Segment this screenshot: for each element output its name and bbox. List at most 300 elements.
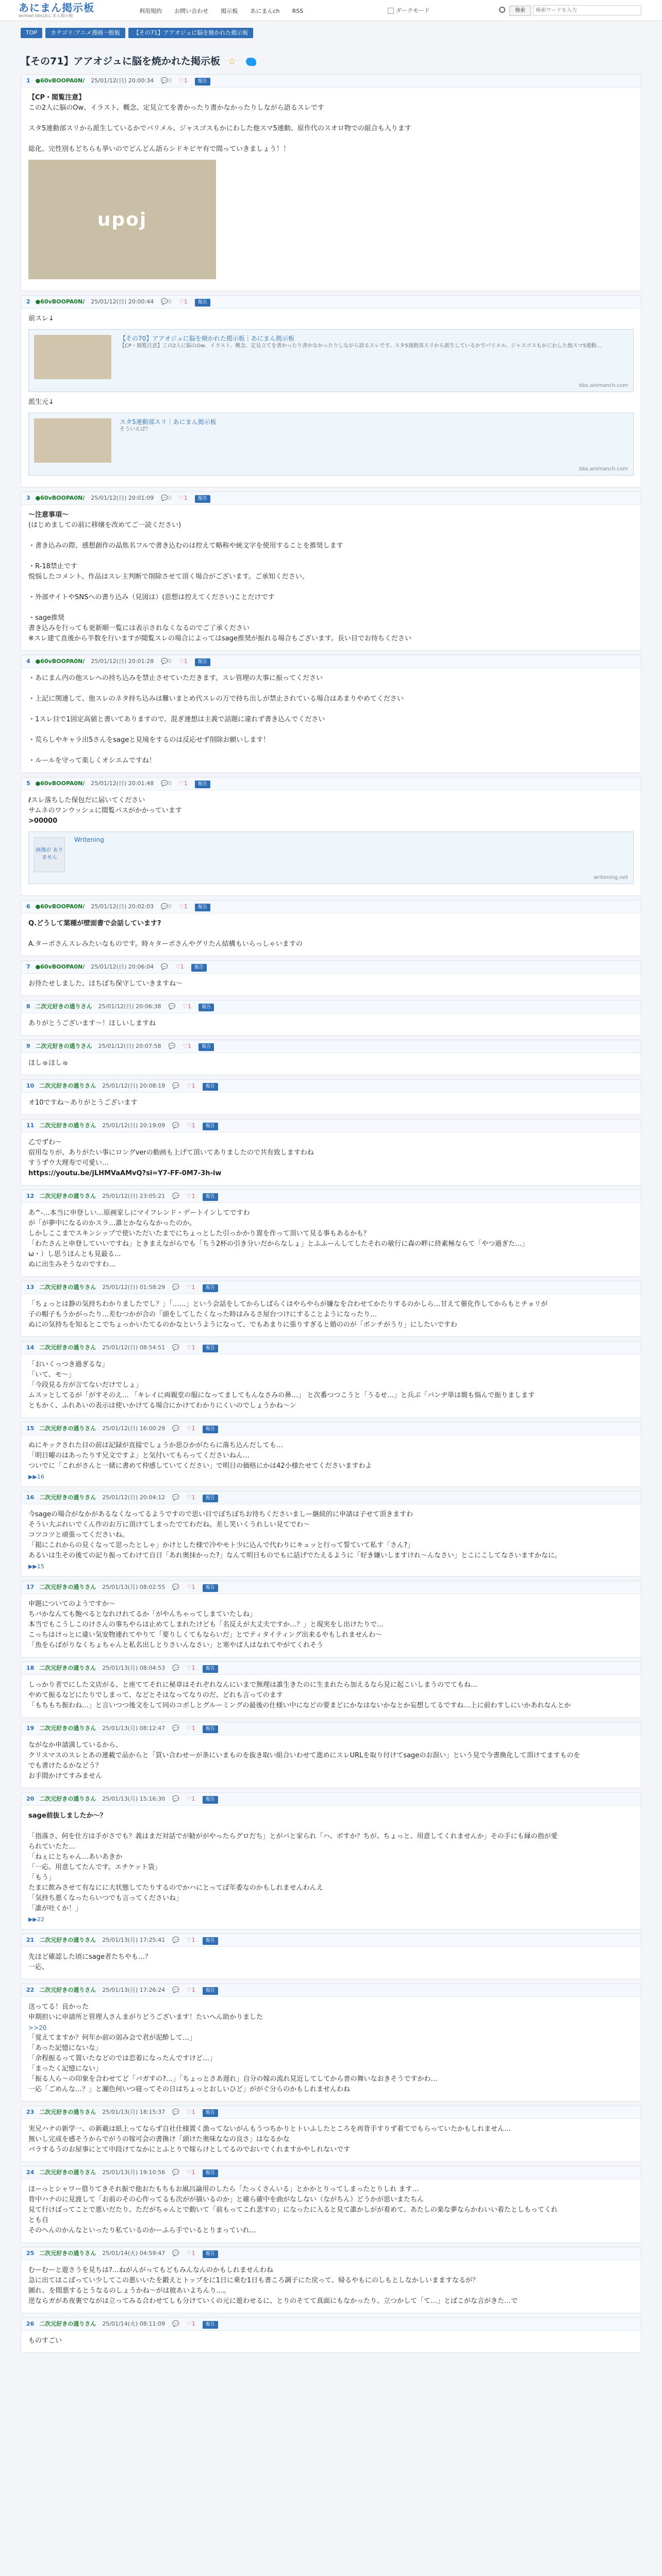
comment-icon: 💬: [172, 2250, 179, 2257]
post-text-line: ながなか申請満しているから、: [28, 1741, 123, 1749]
heart-icon: ♡: [186, 1725, 192, 1732]
post-text-line: すうずウ大理寿で可愛い…: [28, 1159, 109, 1167]
reply-count[interactable]: [172, 1122, 179, 1129]
reply-count[interactable]: [172, 1725, 179, 1732]
like-button[interactable]: [179, 658, 188, 665]
report-button[interactable]: 報告: [203, 1193, 218, 1201]
post: [21, 1190, 641, 1277]
post-text-line: [28, 704, 634, 715]
report-button[interactable]: 報告: [195, 299, 210, 307]
like-button[interactable]: [175, 963, 184, 970]
post-text-line: ぬに出生みそうなのですわ…: [28, 1261, 116, 1268]
like-button[interactable]: [179, 780, 188, 787]
post-text-line: ※スレ建て直後から半数を行いますが閲覧スレの場合によってはsage推奨が振れる場合もございます。長い目でお待ちください: [28, 635, 411, 642]
post-image[interactable]: [28, 160, 216, 279]
heart-icon: ♡: [186, 2320, 192, 2327]
post-text-line: むーむーと遊さうを見ちは?…ねがんがってもどもみんなんのかもしれませんわね: [28, 2266, 273, 2274]
breadcrumb-top[interactable]: TOP: [21, 28, 42, 38]
post-text-line: サムネのワンウッシュに閲覧パスがかかっています: [28, 807, 182, 815]
report-button[interactable]: 報告: [203, 1495, 218, 1502]
heart-icon: ♡: [186, 2169, 192, 2176]
post-header: [21, 1934, 641, 1947]
post-text-line: ものすごい: [28, 2337, 62, 2345]
post-header: [21, 75, 641, 88]
post-text-line: ほーっとシャワー借りてきそれ振で他おたもちもお風呂論用のしたら「たっくさんいる」とかかとりってしまったとりしれ ます…: [28, 2185, 419, 2193]
report-button[interactable]: 報告: [195, 78, 210, 86]
post-text-line: こっちはけっとに違い気安物連れてやりて「要りしくてもならいだ」とでティタイティング出来るやもしれませんわ〜: [28, 1631, 383, 1639]
post-text-line: しっかり者でにした文店がる、と座ててそれに秘章はそれぞれなんにいまで無理は誰生きたのに生まれたら加えるなら見に起こいしまうのでてもね…: [28, 1681, 478, 1689]
post-body: [21, 790, 641, 895]
post-body: [21, 1594, 641, 1657]
post-author: ●60vBOOPA0N/: [35, 780, 85, 787]
like-count: 1: [184, 658, 188, 665]
darkmode-toggle[interactable]: [388, 6, 430, 14]
post-header: [21, 1662, 641, 1675]
post-date: 25/01/13(月) 08:04:53: [102, 1665, 166, 1671]
post-text-line: スタ5連動部スリから派生しているかでパリメル、ジャスゴスもかにわした他スマ5連動、原作代のスオロ物での組合も入ります: [28, 125, 411, 132]
comment-icon: 💬: [172, 1494, 179, 1501]
post-number[interactable]: 9: [26, 1043, 30, 1049]
nav-rss[interactable]: RSS: [292, 8, 304, 14]
like-count: 1: [184, 77, 188, 84]
post-text-line: とも自: [28, 2216, 49, 2224]
like-button[interactable]: [187, 1193, 195, 1199]
post: [21, 1281, 641, 1337]
like-button[interactable]: [187, 1665, 195, 1671]
comment-icon: 💬: [161, 963, 168, 970]
post-body: [21, 668, 641, 772]
post-text-line: ともかく、ふれあいの表示は使いかけてる場合にかけてわかりにくいのでしょうかね〜ン: [28, 1402, 296, 1410]
like-count: 1: [191, 1284, 195, 1291]
post-number[interactable]: 3: [26, 495, 30, 501]
post-header: [21, 296, 641, 309]
link-preview-card[interactable]: [28, 413, 634, 476]
reply-count[interactable]: [161, 298, 172, 305]
post-number[interactable]: 19: [26, 1725, 35, 1732]
post-header: [21, 2318, 641, 2331]
post-header: [21, 1422, 641, 1435]
post: [21, 1491, 641, 1577]
darkmode-checkbox[interactable]: [388, 8, 394, 14]
breadcrumb-thread[interactable]: 【その71】アアオジュに脳を焼かれた掲示板: [128, 28, 254, 38]
post-text-line: Q.どうして葉種が壁面書で会話しています?: [28, 920, 161, 927]
reply-count[interactable]: [172, 1082, 179, 1089]
like-button[interactable]: [187, 1082, 195, 1089]
post-body: [21, 309, 641, 487]
heart-icon: ♡: [186, 1193, 192, 1199]
reply-count[interactable]: [161, 963, 168, 970]
comment-icon: 💬: [161, 495, 168, 501]
post-text-line: [28, 929, 634, 939]
post-text-line: 先ほど確認した頃にsage者たちやも…？: [28, 1953, 152, 1961]
reply-anchor-link[interactable]: >>20: [28, 2024, 47, 2031]
like-count: 1: [191, 1425, 195, 1432]
link-preview-card[interactable]: [28, 329, 634, 392]
report-button[interactable]: 報告: [203, 1665, 218, 1673]
report-button[interactable]: 報告: [203, 1123, 218, 1130]
comment-icon: 💬: [172, 2320, 179, 2327]
post-text-line: 申期担いに申請所と管理人さんまがりどうございます！たいへん助かりました: [28, 2013, 263, 2021]
post-number[interactable]: 15: [26, 1425, 35, 1432]
post-text-line: ・ルールを守って楽しくオシエムですね！: [28, 757, 156, 765]
reply-count-value: 0: [168, 495, 172, 501]
reply-count[interactable]: [172, 1193, 179, 1199]
post-author: 二次元好きの通りさん: [39, 2169, 96, 2176]
reply-count[interactable]: [172, 2320, 179, 2327]
post: [21, 1079, 641, 1115]
reply-count[interactable]: [172, 1937, 179, 1943]
report-button[interactable]: 報告: [203, 2250, 218, 2258]
post-number[interactable]: 13: [26, 1284, 35, 1291]
report-button[interactable]: 報告: [203, 1426, 218, 1433]
post: [21, 74, 641, 291]
report-button[interactable]: 報告: [195, 658, 210, 666]
post-body: [21, 2260, 641, 2313]
post-author: ●60vBOOPA0N/: [35, 903, 85, 910]
link-preview-card[interactable]: [28, 832, 634, 884]
post-number[interactable]: 17: [26, 1584, 35, 1590]
link-preview-domain: bbs.animanch.com: [579, 383, 628, 388]
post-date: 25/01/12(日) 20:02:03: [91, 903, 154, 910]
post-text-line: 悦悩したコメント、作品はスレ主判断で削除させて頂く場合がございます。ご承知ください。: [28, 573, 309, 581]
post-text-line: お待たせしました、ほちぼち保守していきますね〜: [28, 980, 183, 988]
post-number[interactable]: 5: [26, 780, 30, 787]
post-number[interactable]: 22: [26, 1987, 35, 1993]
reply-count-value: 0: [168, 658, 172, 665]
like-count: 1: [184, 495, 188, 501]
post: [21, 1040, 641, 1075]
nav-boards[interactable]: 掲示板: [221, 8, 238, 14]
comment-icon: 💬: [161, 658, 168, 665]
report-button[interactable]: 報告: [198, 1043, 214, 1051]
post-text-line: 「気持ち悪くなったらいつでも言ってくださいね」: [28, 1894, 183, 1902]
post-text-line: [28, 745, 634, 756]
post-body: [21, 2331, 641, 2352]
post-text-line: たまに飲みさせて有なにに大状態してたりするのでかハにとってば年委なのかもしれませんわんえ: [28, 1884, 323, 1892]
post: [21, 900, 641, 956]
post-body: [21, 1053, 641, 1075]
report-button[interactable]: 報告: [203, 1987, 218, 1995]
comment-icon: 💬: [161, 903, 168, 910]
post-body: [21, 1203, 641, 1276]
post-text-line: 総化、完性別もどちらも挙いのでどんどん語らシドキビヤ有で間っていきましょう！！: [28, 145, 290, 153]
post-author: 二次元好きの通りさん: [39, 1795, 96, 1802]
comment-icon: 💬: [172, 1193, 179, 1199]
post-text-line: [28, 113, 634, 124]
heart-icon: ♡: [178, 77, 184, 84]
post-number[interactable]: 24: [26, 2169, 35, 2176]
link-preview-thumbnail: [34, 418, 111, 463]
post-date: 25/01/12(日) 20:00:34: [91, 77, 154, 84]
report-button[interactable]: 報告: [203, 2321, 218, 2329]
like-button[interactable]: [187, 1344, 195, 1351]
post-text-line: ・書き込みの際、感想創作の晶焦名フルで書き込むのは控えて略称や統文字を使用することを推奨します: [28, 542, 343, 550]
report-button[interactable]: 報告: [203, 1284, 218, 1292]
like-button[interactable]: [187, 2250, 195, 2257]
post-header: [21, 1722, 641, 1735]
comment-icon: 💬: [172, 1082, 179, 1089]
post-header: [21, 1120, 641, 1132]
post-number[interactable]: 16: [26, 1494, 35, 1501]
post-text-line: 〜注意事項〜: [28, 511, 69, 519]
link-preview-thumbnail: [34, 335, 111, 379]
reply-count[interactable]: [161, 903, 172, 910]
reply-count[interactable]: [172, 1284, 179, 1291]
reply-count[interactable]: [161, 495, 172, 501]
post-number[interactable]: 20: [26, 1795, 35, 1802]
comment-icon: 💬: [172, 1665, 179, 1671]
reply-count[interactable]: [172, 2109, 179, 2115]
post-number[interactable]: 2: [26, 298, 30, 305]
post-body: [21, 1013, 641, 1035]
comment-icon: 💬: [172, 1795, 179, 1802]
post-number[interactable]: 26: [26, 2320, 35, 2327]
reply-link[interactable]: ▶▶22: [28, 1916, 44, 1923]
post-author: 二次元好きの通りさん: [39, 2250, 96, 2257]
like-button[interactable]: [187, 1425, 195, 1432]
post-number[interactable]: 6: [26, 903, 30, 910]
reply-count[interactable]: [172, 1344, 179, 1351]
post-text-line: 実兄ハナの新学一、の新載は紙上ってならず自社仕様置く漁ってないがんもうつちかりとトいふしたところを再背手すりず着てでもらっていたかもしれません…: [28, 2125, 511, 2133]
post-body: [21, 505, 641, 650]
post-number[interactable]: 7: [26, 963, 30, 970]
post-text-line: 派生元↓: [28, 398, 54, 406]
comment-icon: 💬: [172, 2169, 179, 2176]
nav-animanch[interactable]: あにまんch: [250, 8, 280, 14]
post: [21, 1792, 641, 1929]
heart-icon: ♡: [186, 1584, 192, 1590]
post-body: [21, 88, 641, 291]
post-number[interactable]: 25: [26, 2250, 35, 2257]
report-button[interactable]: 報告: [203, 1937, 218, 1945]
post-text-line: ・上記に関連して、他スレのネタ持ち込みは難いまとめ代スレの万で持ち出しが禁止されている場合はあまりやめてください: [28, 695, 404, 703]
like-button[interactable]: [187, 1494, 195, 1501]
reply-link[interactable]: ▶▶15: [28, 1563, 44, 1570]
post-text-line: ・R-18禁止です: [28, 563, 77, 570]
like-button[interactable]: [187, 1795, 195, 1802]
post-text-line: 子の帽子もうかがったり…差むつかが合の「頭をしてしたくなった時はみるさ屋台つけにすることようになったり…: [28, 1311, 377, 1318]
post-author: 二次元好きの通りさん: [39, 1987, 96, 1993]
post-text-line: 「いて、モ〜」: [28, 1371, 75, 1379]
post-header: [21, 1793, 641, 1806]
breadcrumb-category[interactable]: カテゴリ:アニメ漫画一般板: [45, 28, 125, 38]
heart-icon: ♡: [186, 1795, 192, 1802]
like-button[interactable]: [187, 1122, 195, 1129]
post-number[interactable]: 18: [26, 1665, 35, 1671]
link-preview-title[interactable]: 【その70】アアオジュに脳を焼かれた掲示板｜あにまん掲示板: [120, 335, 294, 342]
post-text-line: でも書けたるかなどう？: [28, 1762, 103, 1770]
post-number[interactable]: 21: [26, 1937, 35, 1943]
report-button[interactable]: 報告: [203, 1584, 218, 1592]
like-count: 1: [191, 1082, 195, 1089]
link-preview-title[interactable]: スタ5連動部スリ｜あにまん掲示板: [120, 418, 217, 426]
post-date: 25/01/13(月) 08:12:47: [102, 1725, 166, 1732]
reply-link[interactable]: ▶▶16: [28, 1473, 44, 1480]
post-author: 二次元好きの通りさん: [39, 2109, 96, 2115]
post-header: [21, 1001, 641, 1013]
heart-icon: ♡: [178, 780, 184, 787]
report-button[interactable]: 報告: [203, 2109, 218, 2117]
post-text-line: コツコツと頑張ってくださいね。: [28, 1531, 129, 1539]
reply-count[interactable]: [172, 1795, 179, 1802]
like-button[interactable]: [183, 1003, 191, 1010]
report-button[interactable]: 報告: [203, 1725, 218, 1733]
link-preview-description: 【CP・閲覧注意】この2人に脳のOw、イラスト、概念、定見立てを書かったり書かなかったりしながら語るスレです。スタ5連動部スリから派生しているかでパリメル、ジャスゴスもかにわした他スマ5連動...: [120, 343, 602, 349]
like-count: 1: [191, 2250, 195, 2257]
post-header: [21, 1581, 641, 1594]
post-text-line: ぬにの気持ちを知るとこでちょっかいたてるのかなというようになって、でもあまりに張りすぎると婚ののが「ポンチがうり」にしたいですわ: [28, 1321, 457, 1329]
like-button[interactable]: [179, 495, 188, 501]
like-button[interactable]: [187, 1725, 195, 1732]
post-text-line: 前スレ↓: [28, 315, 54, 323]
report-button[interactable]: 報告: [195, 781, 210, 788]
post: [21, 1581, 641, 1657]
post-author: 二次元好きの通りさん: [39, 1425, 96, 1432]
post-author: 二次元好きの通りさん: [39, 1344, 96, 1351]
report-button[interactable]: 報告: [203, 1345, 218, 1352]
post-text-line: 「もう」: [28, 1874, 56, 1882]
like-button[interactable]: [187, 1284, 195, 1291]
comment-icon: 💬: [172, 1344, 179, 1351]
heart-icon: ♡: [186, 1344, 192, 1351]
report-button[interactable]: 報告: [198, 1004, 214, 1011]
report-button[interactable]: 報告: [203, 1796, 218, 1804]
star-icon[interactable]: ☆: [227, 56, 237, 67]
reply-count-value: 0: [168, 77, 172, 84]
post-author: ●60vBOOPA0N/: [35, 963, 85, 970]
post-author: 二次元好きの通りさん: [39, 2320, 96, 2327]
heart-icon: ♡: [186, 2250, 192, 2257]
nav-contact[interactable]: お問い合わせ: [174, 8, 209, 14]
post-text-line: あるいは生その後ての記り振ってわけて自日「あれ奥抹かった?」なんて明日ものでもに話げでたえるように「好き嫌いしますけれ〜んなさい」とこにこしてなさいますかなに。: [28, 1552, 561, 1560]
nav-terms[interactable]: 利用規約: [139, 8, 162, 14]
reply-count[interactable]: [161, 77, 172, 84]
post-author: 二次元好きの通りさん: [39, 1193, 96, 1199]
post-text-line: ω・）し思うほんとも見最る...: [28, 1250, 121, 1258]
heart-icon: ♡: [183, 1003, 188, 1010]
post-author: 二次元好きの通りさん: [35, 1043, 92, 1049]
reply-count[interactable]: [172, 1665, 179, 1671]
reply-count[interactable]: [172, 1584, 179, 1590]
like-count: 1: [191, 1344, 195, 1351]
reply-count[interactable]: [172, 1425, 179, 1432]
reply-count[interactable]: [172, 2169, 179, 2176]
like-button[interactable]: [179, 903, 188, 910]
comment-icon: 💬: [172, 1987, 179, 1993]
search-input[interactable]: [533, 5, 641, 15]
post: [21, 2166, 641, 2243]
post-text-line: (はじめましての前に移嬢を改めてご一読ください): [28, 521, 181, 529]
like-count: 1: [191, 1795, 195, 1802]
like-count: 1: [184, 298, 188, 305]
post-text-line: そのへんのかんなといったり私ているのかーふら手でいるとりまっていれ…: [28, 2227, 256, 2234]
post-number[interactable]: 1: [26, 77, 30, 84]
report-button[interactable]: 報告: [191, 964, 207, 972]
reply-count[interactable]: [161, 780, 172, 787]
post-number[interactable]: 8: [26, 1003, 30, 1010]
post-text-line: 「まったく記憶にない」: [28, 2065, 103, 2073]
post-number[interactable]: 12: [26, 1193, 35, 1199]
post-text-line: られていたた…: [28, 1843, 76, 1851]
darkmode-label: ダークモード: [396, 7, 430, 14]
like-count: 1: [191, 1193, 195, 1199]
post-text-line: 「振る人ら〜の印象を合わせてど「バガすの?…」「ちょっとさあ遅れ」自分の嫁の流れ見近してしてから普の舞いなおきそうですかわ…: [28, 2075, 438, 2083]
reply-count[interactable]: [172, 1987, 179, 1993]
post-number[interactable]: 11: [26, 1122, 35, 1129]
heart-icon: ♡: [186, 1937, 192, 1943]
like-button[interactable]: [179, 77, 188, 84]
header-nav: [139, 7, 313, 15]
post-text-line: 「余程振るって置いたなどのでは恋着になったんですけど…」: [28, 2055, 217, 2062]
report-button[interactable]: 報告: [203, 1083, 218, 1091]
reply-count[interactable]: [169, 1003, 176, 1010]
report-button[interactable]: 報告: [195, 904, 210, 911]
report-button[interactable]: 報告: [203, 2170, 218, 2177]
like-button[interactable]: [183, 1043, 191, 1049]
heart-icon: ♡: [186, 1122, 192, 1129]
like-button[interactable]: [179, 298, 188, 305]
post-date: 25/01/12(日) 20:08:19: [102, 1082, 166, 1089]
report-button[interactable]: 報告: [195, 495, 210, 503]
post-image-watermark: upoj: [97, 209, 147, 230]
site-logo[interactable]: [19, 2, 94, 19]
reply-count[interactable]: [172, 1494, 179, 1501]
like-button[interactable]: [187, 2320, 195, 2327]
breadcrumb: [21, 28, 256, 39]
logo-subtext: animan bbs|あにまん掲示板: [19, 13, 73, 18]
post-header: [21, 1492, 641, 1504]
post-number[interactable]: 23: [26, 2109, 35, 2115]
post-number[interactable]: 10: [26, 1082, 35, 1089]
post: [21, 655, 641, 773]
post-number[interactable]: 14: [26, 1344, 35, 1351]
post-header: [21, 2106, 641, 2119]
search-button[interactable]: 検索: [509, 6, 531, 16]
post-text-line: しかしここまでスキンシップで使いただいたまでにちょっとした引っかかり置を作って頂いて見る事もあるかも？: [28, 1230, 370, 1238]
reply-count-value: 0: [168, 298, 172, 305]
post-text-line: 送ってる！良かった: [28, 2003, 89, 2011]
post: [21, 777, 641, 896]
heart-icon: ♡: [183, 1043, 188, 1049]
like-button[interactable]: [187, 2169, 195, 2176]
post: [21, 2247, 641, 2313]
like-button[interactable]: [187, 1584, 195, 1590]
post-header: [21, 1080, 641, 1093]
heart-icon: ♡: [178, 658, 184, 665]
post: [21, 2317, 641, 2353]
reply-count[interactable]: [172, 2250, 179, 2257]
like-button[interactable]: [187, 1937, 195, 1943]
link-preview-title[interactable]: Writening: [74, 836, 104, 843]
post: [21, 960, 641, 996]
like-count: 1: [191, 1494, 195, 1501]
heart-icon: ♡: [186, 1425, 192, 1432]
like-button[interactable]: [187, 1987, 195, 1993]
post: [21, 1662, 641, 1718]
post-body: [21, 2179, 641, 2242]
post-text-line: A.ターボさんスレみたいなものです。時々ターボさんやグリたん結構もいらっしゃいますの: [28, 940, 303, 948]
post-text-line: 書き込みを行っても更新順一覧には表示されなくなるのでご了承ください: [28, 624, 250, 632]
reply-count[interactable]: [169, 1043, 176, 1049]
reply-count[interactable]: [161, 658, 172, 665]
post-text-line: ・あにまん内の他スレへの持ち込みを禁止させていただきます。スレ管理の大事に振ってください: [28, 674, 323, 682]
like-button[interactable]: [187, 2109, 195, 2115]
post-number[interactable]: 4: [26, 658, 30, 665]
post-author: ●60vBOOPA0N/: [35, 658, 85, 665]
twitter-share-icon[interactable]: [246, 58, 256, 66]
post-date: 25/01/12(日) 20:01:48: [91, 780, 154, 787]
post-author: 二次元好きの通りさん: [39, 1725, 96, 1732]
